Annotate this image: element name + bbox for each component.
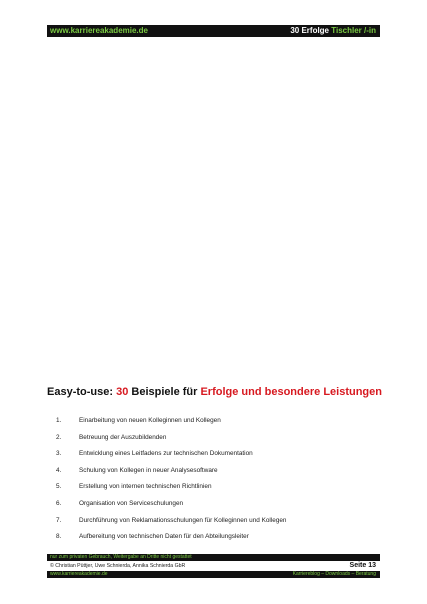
list-item bbox=[56, 479, 286, 496]
list-item-text: Schulung von Kollegen in neuer Analysesoftware bbox=[79, 466, 218, 474]
header-site-link[interactable]: www.karriereakademie.de bbox=[50, 26, 148, 35]
header-bar bbox=[47, 25, 380, 37]
list-item-text: Betreuung der Auszubildenden bbox=[79, 433, 167, 441]
list-item bbox=[56, 496, 286, 513]
list-item-text: Erstellung von internen technischen Richtlinien bbox=[79, 483, 212, 491]
footer-links[interactable]: Karriereblog – Downloads – Beratung bbox=[292, 571, 376, 577]
list-item bbox=[56, 463, 286, 480]
list-item-number: 7. bbox=[56, 516, 62, 524]
heading-part2: Beispiele für bbox=[128, 386, 201, 398]
list-item bbox=[56, 413, 286, 430]
list-item-text: Durchführung von Reklamationsschulungen für Kolleginnen und Kollegen bbox=[79, 516, 287, 524]
list-item-number: 8. bbox=[56, 533, 62, 541]
list-item-number: 1. bbox=[56, 417, 62, 424]
footer-site-link[interactable]: www.karriereakademie.de bbox=[50, 571, 108, 577]
footer-links-bar bbox=[47, 571, 380, 578]
list-item bbox=[56, 446, 286, 463]
section-heading bbox=[47, 385, 382, 399]
list-item-number: 4. bbox=[56, 466, 62, 474]
footer-notice: nur zum privaten Gebrauch, Weitergabe an Dritte nicht gestattet bbox=[50, 554, 192, 560]
page-number: Seite 13 bbox=[349, 562, 376, 569]
achievement-list bbox=[56, 413, 286, 546]
heading-number: 30 bbox=[116, 386, 129, 398]
list-item-number: 5. bbox=[56, 483, 62, 491]
footer-copyright: © Christian Püttjer, Uwe Schnierda, Annika Schnierda GbR bbox=[50, 563, 186, 569]
heading-part3: Erfolge und besondere Leistungen bbox=[200, 386, 382, 398]
list-item bbox=[56, 513, 286, 530]
heading-part1: Easy-to-use: bbox=[47, 386, 117, 398]
document-title-accent: Tischler /-in bbox=[331, 26, 376, 35]
list-item-number: 3. bbox=[56, 450, 62, 458]
list-item-text: Organisation von Serviceschulungen bbox=[79, 499, 184, 507]
list-item-text: Einarbeitung von neuen Kolleginnen und Kollegen bbox=[79, 417, 221, 424]
list-item-text: Entwicklung eines Leitfadens zur technischen Dokumentation bbox=[79, 450, 253, 458]
list-item bbox=[56, 430, 286, 447]
list-item-text: Aufbereitung von technischen Daten für den Abteilungsleiter bbox=[79, 533, 249, 541]
document-title-prefix: 30 Erfolge bbox=[290, 26, 332, 35]
list-item-number: 2. bbox=[56, 433, 62, 441]
list-item-number: 6. bbox=[56, 499, 62, 507]
footer-middle bbox=[47, 561, 380, 571]
list-item bbox=[56, 529, 286, 546]
document-title bbox=[290, 26, 376, 36]
footer-notice-bar bbox=[47, 554, 380, 561]
